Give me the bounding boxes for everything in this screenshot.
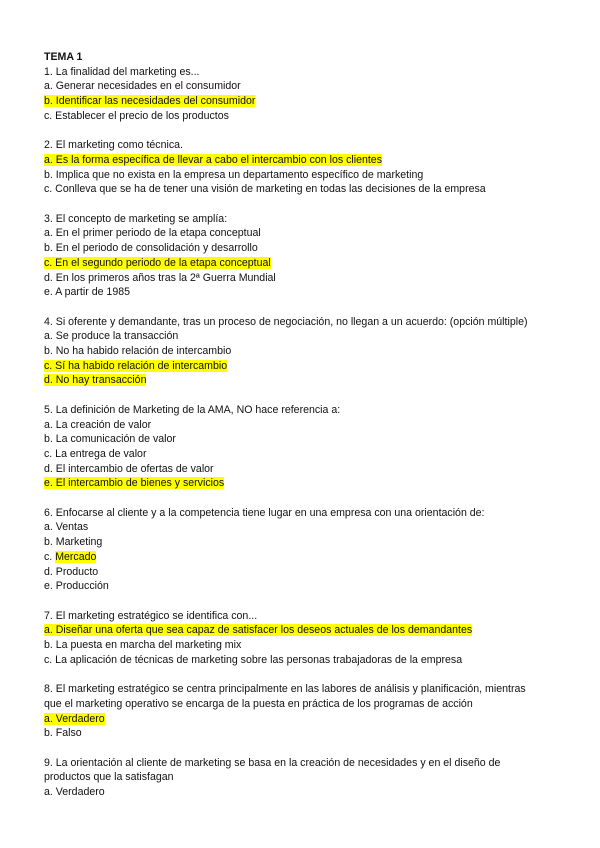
option-text: c. Conlleva que se ha de tener una visión de marketing en todas las decisiones de la empresa — [44, 183, 486, 196]
option-text: d. Producto — [44, 565, 99, 578]
answer-option — [44, 535, 564, 550]
option-text: c. La entrega de valor — [44, 447, 147, 460]
highlighted-answer: b. Identificar las necesidades del consumidor — [44, 95, 256, 108]
answer-option — [44, 623, 564, 638]
answer-option — [44, 432, 564, 447]
option-text: b. Falso — [44, 727, 82, 740]
answer-option — [44, 359, 564, 374]
highlighted-answer: Mercado — [55, 550, 97, 563]
answer-option — [44, 462, 564, 477]
question-2 — [44, 138, 564, 197]
answer-option — [44, 109, 564, 124]
answer-option — [44, 579, 564, 594]
question-stem: 7. El marketing estratégico se identifica con... — [44, 609, 258, 622]
highlighted-answer: a. Diseñar una oferta que sea capaz de satisfacer los deseos actuales de los demandantes — [44, 624, 473, 637]
answer-option — [44, 447, 564, 462]
answer-option — [44, 168, 564, 183]
question-3 — [44, 212, 564, 300]
option-text: b. Implica que no exista en la empresa un departamento específico de marketing — [44, 168, 424, 181]
answer-option — [44, 476, 564, 491]
option-text: a. Generar necesidades en el consumidor — [44, 80, 241, 93]
option-text: e. Producción — [44, 580, 109, 593]
answer-option — [44, 726, 564, 741]
answer-option — [44, 94, 564, 109]
question-6 — [44, 506, 564, 594]
option-text: a. Ventas — [44, 521, 89, 534]
highlighted-answer: c. En el segundo periodo de la etapa conceptual — [44, 256, 271, 269]
answer-option — [44, 344, 564, 359]
answer-option — [44, 785, 564, 800]
question-stem: 1. La finalidad del marketing es... — [44, 65, 200, 78]
question-9 — [44, 756, 564, 800]
question-stem: 6. Enfocarse al cliente y a la competencia tiene lugar en una empresa con una orientación de: — [44, 506, 485, 519]
option-text: b. En el periodo de consolidación y desarrollo — [44, 242, 258, 255]
option-text: d. El intercambio de ofertas de valor — [44, 462, 214, 475]
question-list — [44, 65, 564, 800]
answer-option — [44, 182, 564, 197]
option-text: b. No ha habido relación de intercambio — [44, 345, 232, 358]
question-1 — [44, 65, 564, 124]
highlighted-answer: c. Sí ha habido relación de intercambio — [44, 359, 228, 372]
question-5 — [44, 403, 564, 491]
option-text: b. La comunicación de valor — [44, 433, 176, 446]
question-stem: 8. El marketing estratégico se centra principalmente en las labores de análisis y planificación, mientras — [44, 683, 526, 696]
question-4 — [44, 315, 564, 389]
option-text: e. A partir de 1985 — [44, 286, 130, 299]
answer-option — [44, 153, 564, 168]
question-stem: productos que la satisfagan — [44, 771, 174, 784]
answer-option — [44, 373, 564, 388]
answer-option — [44, 285, 564, 300]
document-body — [44, 50, 564, 814]
answer-option — [44, 226, 564, 241]
question-7 — [44, 609, 564, 668]
answer-option — [44, 653, 564, 668]
option-text: a. En el primer periodo de la etapa conceptual — [44, 227, 261, 240]
option-text: c. La aplicación de técnicas de marketing sobre las personas trabajadoras de la empresa — [44, 653, 463, 666]
question-8 — [44, 682, 564, 741]
option-text: b. La puesta en marcha del marketing mix — [44, 639, 242, 652]
answer-option — [44, 712, 564, 727]
option-text: a. La creación de valor — [44, 418, 152, 431]
question-stem: 3. El concepto de marketing se amplía: — [44, 212, 228, 225]
answer-option — [44, 520, 564, 535]
question-stem: 9. La orientación al cliente de marketing se basa en la creación de necesidades y en el diseño de — [44, 756, 501, 769]
highlighted-answer: e. El intercambio de bienes y servicios — [44, 477, 225, 490]
highlighted-answer: a. Verdadero — [44, 712, 105, 725]
option-text: a. Se produce la transacción — [44, 330, 179, 343]
highlighted-answer: a. Es la forma específica de llevar a cabo el intercambio con los clientes — [44, 153, 382, 166]
answer-option — [44, 565, 564, 580]
question-stem: que el marketing operativo se encarga de la puesta en práctica de los programas de acción — [44, 697, 473, 710]
option-text: c. Establecer el precio de los productos — [44, 109, 229, 122]
answer-option — [44, 638, 564, 653]
answer-option — [44, 418, 564, 433]
answer-option — [44, 329, 564, 344]
option-text: b. Marketing — [44, 536, 103, 549]
document-title: TEMA 1 — [44, 51, 83, 63]
answer-option — [44, 271, 564, 286]
highlighted-answer: d. No hay transacción — [44, 374, 147, 387]
option-text: a. Verdadero — [44, 786, 105, 799]
answer-option — [44, 79, 564, 94]
question-stem: 2. El marketing como técnica. — [44, 139, 183, 152]
option-text: d. En los primeros años tras la 2ª Guerra Mundial — [44, 271, 276, 284]
answer-option — [44, 241, 564, 256]
question-stem: 4. Si oferente y demandante, tras un proceso de negociación, no llegan a un acuerdo: (opción múltiple) — [44, 315, 528, 328]
answer-option — [44, 550, 564, 565]
answer-option — [44, 256, 564, 271]
option-prefix: c. — [44, 550, 56, 563]
question-stem: 5. La definición de Marketing de la AMA, NO hace referencia a: — [44, 403, 341, 416]
